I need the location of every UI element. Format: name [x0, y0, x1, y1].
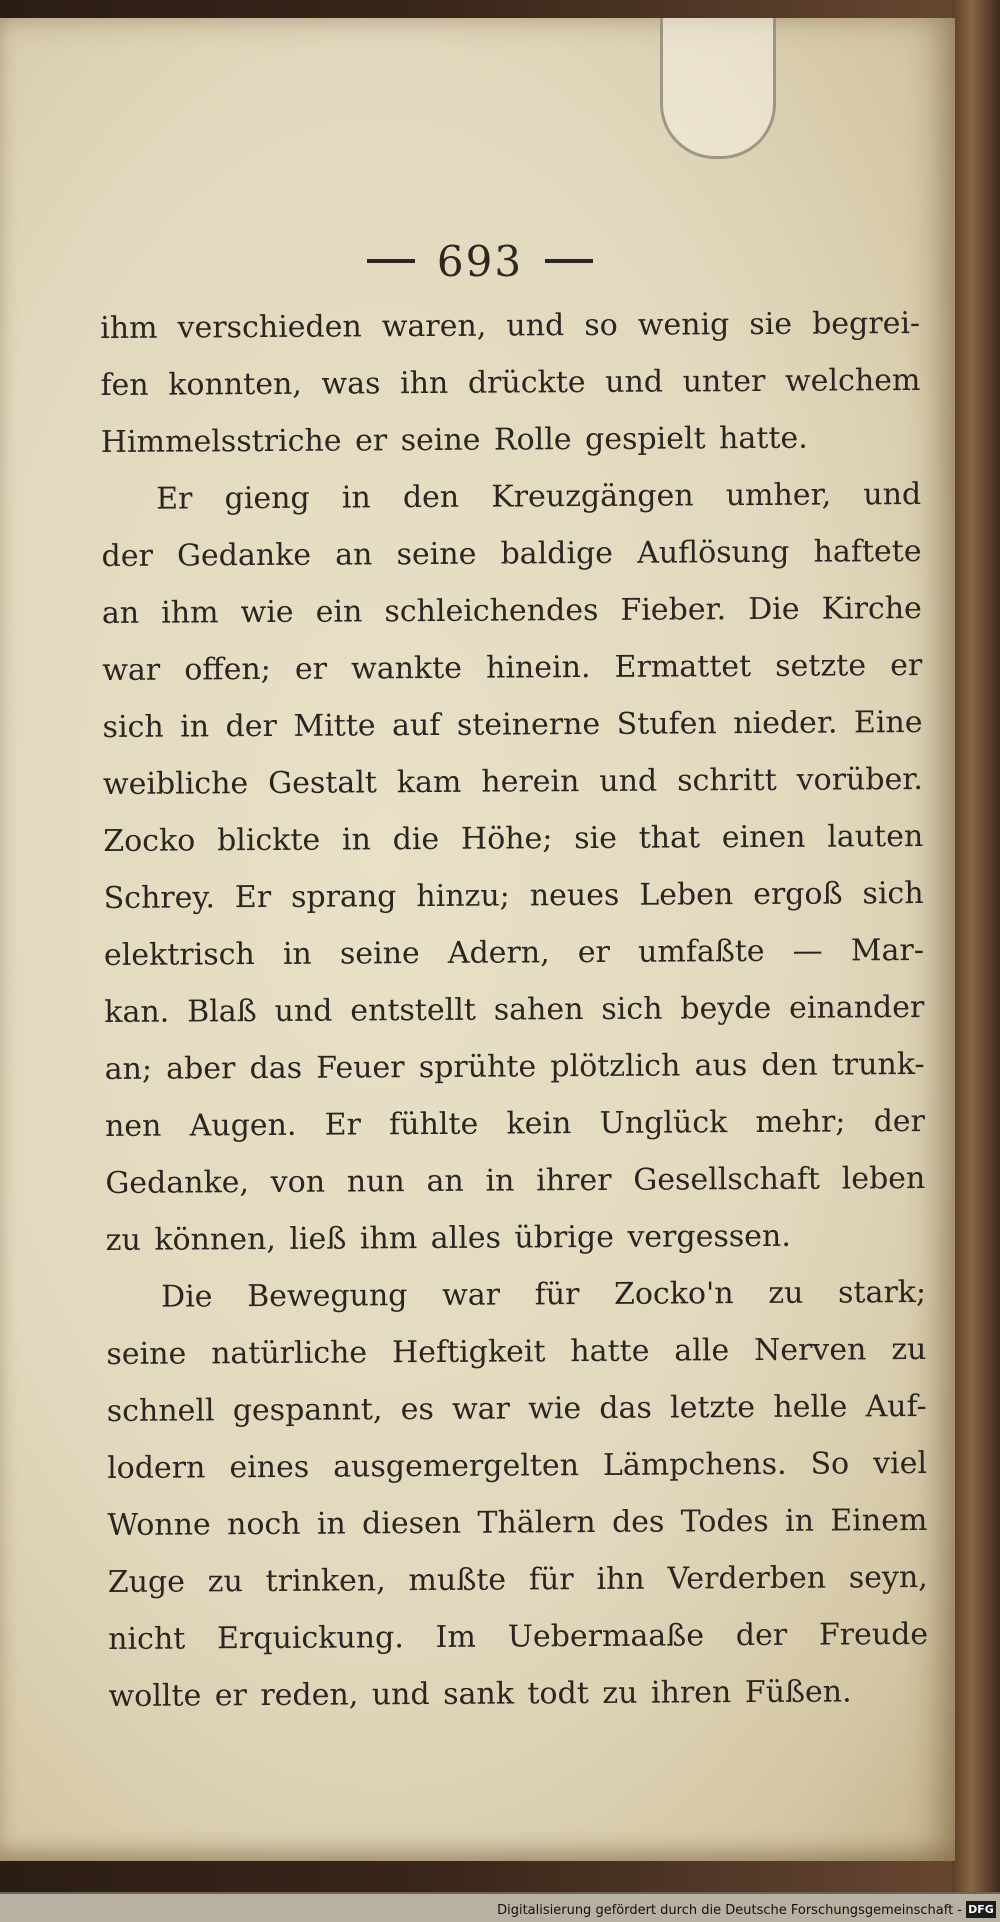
text-line: [105, 1093, 925, 1155]
text-word: in: [784, 1503, 815, 1539]
text-word: an: [426, 1163, 464, 1200]
text-word: elektrisch: [103, 937, 255, 973]
text-line: [102, 637, 922, 699]
text-word: fühlte: [389, 1106, 479, 1143]
text-word: seine: [400, 422, 481, 459]
text-word: war: [102, 652, 161, 688]
digitization-credit: Digitalisierung gefördert durch die Deutsche Forschungsgemeinschaft -: [497, 1903, 962, 1918]
text-word: seine: [106, 1336, 187, 1372]
text-word: Wonne: [107, 1507, 211, 1543]
text-line: [108, 1663, 928, 1725]
text-line: [100, 352, 920, 414]
text-word: Unglück: [599, 1105, 728, 1141]
text-word: er: [214, 1678, 247, 1714]
text-word: letzte: [669, 1390, 756, 1426]
text-word: viel: [873, 1445, 928, 1482]
text-word: und: [506, 308, 565, 344]
text-line: [102, 580, 922, 642]
text-line: [103, 865, 923, 927]
page-header: [330, 236, 630, 286]
text-word: Blaß: [187, 994, 257, 1030]
text-word: Erquickung.: [216, 1620, 404, 1657]
text-word: sahen: [493, 992, 584, 1028]
text-line: [101, 409, 921, 471]
text-word: Rolle: [493, 422, 572, 458]
text-line: [104, 922, 924, 984]
text-word: er: [294, 651, 328, 687]
text-word: die: [392, 821, 440, 858]
text-line: [103, 808, 923, 870]
text-word: was: [321, 366, 381, 402]
text-word: einander: [788, 989, 925, 1026]
text-line: [107, 1435, 927, 1497]
text-word: übrige: [514, 1219, 614, 1256]
text-word: ihrer: [536, 1162, 612, 1199]
text-word: reden,: [260, 1677, 359, 1714]
text-word: beyde: [680, 990, 772, 1027]
text-word: war: [441, 1277, 501, 1313]
text-word: sich: [862, 875, 924, 912]
text-word: umher,: [725, 477, 832, 514]
text-word: den: [761, 1047, 818, 1083]
text-word: er: [354, 423, 388, 459]
text-word: in: [485, 1163, 515, 1199]
text-line: [108, 1606, 928, 1668]
text-word: sie: [749, 306, 793, 343]
text-word: trinken,: [265, 1563, 386, 1600]
text-word: seine: [339, 936, 420, 972]
text-word: haftete: [813, 533, 922, 570]
text-word: können,: [154, 1221, 276, 1258]
text-word: ein: [315, 594, 363, 630]
text-word: in: [316, 1506, 346, 1542]
text-word: fen: [100, 367, 149, 403]
text-word: Auflösung: [637, 534, 790, 571]
text-word: Kirche: [821, 590, 922, 627]
text-word: Feuer: [316, 1050, 405, 1086]
text-line: [106, 1321, 926, 1383]
text-word: nieder.: [733, 705, 838, 742]
text-word: für: [534, 1277, 580, 1313]
text-line: [101, 523, 921, 585]
text-word: mehr;: [755, 1104, 846, 1141]
text-word: an: [335, 537, 373, 573]
text-word: alles: [430, 1220, 502, 1256]
text-word: wie: [528, 1391, 582, 1427]
text-word: Gestalt: [268, 765, 378, 801]
text-word: Zuge: [107, 1564, 186, 1600]
text-word: und: [599, 763, 658, 799]
text-word: Eine: [853, 704, 923, 741]
text-word: waren,: [381, 308, 487, 345]
text-word: gespielt: [584, 421, 706, 458]
dfg-logo: DFG: [966, 1901, 996, 1918]
text-word: kan.: [104, 994, 170, 1030]
text-word: so: [584, 307, 618, 344]
page-number: 693: [436, 236, 524, 286]
text-word: und: [605, 364, 664, 400]
text-word: gieng: [224, 480, 310, 517]
text-word: trunk-: [831, 1046, 925, 1083]
text-word: helle: [773, 1389, 848, 1425]
text-word: und: [863, 476, 922, 513]
text-word: nicht: [108, 1621, 186, 1657]
text-word: Die: [160, 1279, 213, 1315]
text-word: umfaßte: [637, 933, 765, 970]
text-line: [106, 1207, 926, 1269]
text-word: an: [101, 595, 140, 631]
text-word: zu: [891, 1331, 927, 1368]
text-word: an;: [104, 1051, 153, 1087]
text-word: natürliche: [211, 1335, 368, 1372]
text-word: aus: [694, 1048, 748, 1084]
text-word: blickte: [216, 822, 321, 859]
text-word: Höhe;: [460, 821, 553, 857]
text-word: vergessen.: [627, 1218, 791, 1255]
text-word: Er: [324, 1107, 362, 1143]
text-word: begrei-: [812, 305, 921, 342]
text-word: So: [810, 1446, 850, 1482]
text-word: plötzlich: [550, 1048, 681, 1085]
text-word: offen;: [184, 651, 271, 688]
text-word: zu: [105, 1222, 141, 1258]
text-word: Ermattet: [614, 649, 752, 685]
text-line: [107, 1378, 927, 1440]
text-word: vorüber.: [796, 761, 923, 798]
text-word: leben: [841, 1160, 926, 1197]
text-word: es: [400, 1391, 434, 1428]
text-word: Lämpchens.: [602, 1446, 787, 1483]
text-word: Auf-: [865, 1388, 927, 1425]
text-word: in: [282, 936, 312, 972]
text-word: Einem: [830, 1502, 928, 1539]
text-line: [105, 1150, 925, 1212]
text-word: Zocko'n: [613, 1276, 734, 1312]
text-word: er: [577, 934, 611, 971]
text-word: schnell: [106, 1393, 215, 1429]
text-word: er: [890, 647, 923, 684]
text-word: mußte: [408, 1562, 507, 1599]
bookmark-tab: [660, 18, 776, 159]
header-dash-right: [545, 259, 593, 263]
text-word: wollte: [108, 1678, 202, 1714]
text-word: in: [180, 709, 210, 745]
text-word: verschieden: [177, 309, 362, 346]
text-word: ergoß: [753, 876, 843, 913]
text-word: sprang: [290, 879, 397, 915]
text-word: ihn: [399, 365, 449, 402]
text-word: zu: [768, 1275, 804, 1311]
text-word: schleichendes: [384, 592, 599, 630]
text-word: für: [528, 1562, 574, 1598]
text-word: sich: [102, 709, 164, 745]
text-word: seyn,: [848, 1559, 928, 1596]
text-line: [104, 979, 924, 1041]
text-word: Gesellschaft: [633, 1161, 821, 1198]
book-spine-edge: [952, 0, 1000, 1922]
text-word: Nerven: [753, 1332, 867, 1369]
text-word: Freude: [818, 1616, 929, 1653]
text-word: Augen.: [189, 1107, 297, 1144]
text-word: Mitte: [293, 708, 376, 744]
text-word: zu: [602, 1675, 638, 1711]
text-word: setzte: [775, 648, 867, 684]
text-word: Verderben: [667, 1560, 827, 1597]
text-word: lodern: [107, 1450, 206, 1486]
text-line: [105, 1036, 925, 1098]
text-word: Adern,: [447, 935, 550, 971]
text-line: [108, 1549, 928, 1611]
text-word: Im: [435, 1619, 477, 1655]
text-word: in: [341, 480, 371, 516]
text-word: und: [274, 993, 333, 1029]
text-word: aber: [166, 1051, 236, 1087]
text-word: alle: [674, 1333, 730, 1369]
text-word: nun: [346, 1164, 405, 1200]
text-word: das: [599, 1390, 652, 1426]
text-word: noch: [226, 1506, 301, 1543]
text-word: kam: [396, 764, 462, 801]
text-word: wankte: [351, 650, 463, 687]
text-word: Mar-: [850, 932, 925, 969]
text-word: welchem: [784, 362, 921, 399]
digitization-footer-bar: [0, 1892, 1000, 1922]
text-word: ihm: [161, 595, 219, 631]
text-line: [102, 694, 922, 756]
text-word: sprühte: [418, 1049, 537, 1086]
text-word: wie: [240, 594, 294, 631]
text-line: [106, 1264, 926, 1326]
text-word: Füßen.: [744, 1674, 852, 1711]
text-word: Thälern: [477, 1504, 596, 1541]
text-word: schritt: [677, 762, 777, 799]
text-word: ihn: [596, 1561, 645, 1597]
text-word: Todes: [680, 1503, 769, 1540]
text-word: Fieber.: [620, 592, 727, 628]
text-word: Uebermaaße: [507, 1618, 705, 1655]
text-line: [100, 295, 920, 357]
text-word: hinzu;: [416, 878, 510, 915]
text-word: Die: [748, 591, 800, 628]
book-page: [0, 18, 955, 1861]
text-word: von: [270, 1164, 326, 1200]
text-word: entstellt: [350, 992, 477, 1029]
text-word: ihren: [650, 1675, 732, 1711]
text-word: Heftigkeit: [391, 1334, 546, 1371]
text-word: drückte: [467, 365, 586, 401]
header-dash-left: [367, 259, 415, 263]
text-word: kein: [506, 1106, 572, 1142]
text-word: der: [873, 1103, 926, 1140]
text-word: steinerne: [456, 706, 601, 743]
text-word: Zocko: [103, 823, 196, 859]
text-word: lauten: [827, 818, 924, 855]
text-word: wenig: [637, 307, 730, 343]
text-word: den: [402, 479, 460, 516]
text-word: ließ: [289, 1221, 347, 1257]
text-word: hinein.: [485, 650, 591, 686]
text-word: in: [341, 822, 372, 858]
text-word: neues: [529, 877, 620, 914]
text-word: —: [792, 933, 823, 969]
text-word: konnten,: [168, 366, 302, 403]
text-word: einen: [721, 819, 806, 856]
text-word: und: [371, 1677, 430, 1713]
text-word: todt: [527, 1676, 589, 1712]
text-word: stark;: [837, 1274, 927, 1311]
text-line: [107, 1492, 927, 1554]
text-word: Kreuzgängen: [491, 478, 694, 515]
text-word: hatte.: [719, 420, 808, 457]
text-word: ihm: [100, 310, 158, 346]
text-word: eines: [229, 1449, 310, 1486]
text-word: seine: [396, 536, 477, 573]
text-word: der: [735, 1617, 788, 1654]
text-word: Gedanke: [176, 537, 312, 574]
text-word: zu: [207, 1564, 243, 1600]
text-word: der: [101, 538, 153, 574]
text-word: der: [225, 708, 278, 745]
text-word: Stufen: [616, 706, 717, 742]
text-word: Er: [234, 879, 272, 916]
text-word: nen: [104, 1108, 162, 1144]
text-word: Himmelsstriche: [100, 423, 342, 460]
text-word: war: [451, 1391, 511, 1427]
text-word: diesen: [362, 1505, 462, 1542]
text-word: Bewegung: [247, 1278, 408, 1315]
text-word: weibliche: [102, 766, 249, 802]
text-word: unter: [682, 363, 766, 400]
text-line: [103, 751, 923, 813]
text-word: Gedanke,: [105, 1165, 250, 1201]
text-word: sie: [574, 820, 618, 857]
text-word: sank: [443, 1676, 515, 1712]
text-word: ausgemergelten: [333, 1448, 580, 1485]
text-word: Schrey.: [103, 880, 216, 916]
text-line: [101, 466, 921, 528]
text-word: gespannt,: [232, 1392, 383, 1429]
text-word: hatte: [570, 1333, 650, 1370]
text-word: sich: [601, 991, 663, 1027]
text-word: auf: [391, 707, 441, 744]
text-word: Leben: [639, 877, 734, 913]
text-word: herein: [481, 764, 580, 800]
text-word: das: [249, 1050, 303, 1087]
text-word: Er: [156, 481, 193, 517]
text-word: that: [638, 820, 701, 856]
text-word: baldige: [500, 535, 614, 572]
text-word: des: [611, 1504, 665, 1540]
body-text: [100, 295, 929, 1725]
text-word: ihm: [359, 1221, 418, 1257]
